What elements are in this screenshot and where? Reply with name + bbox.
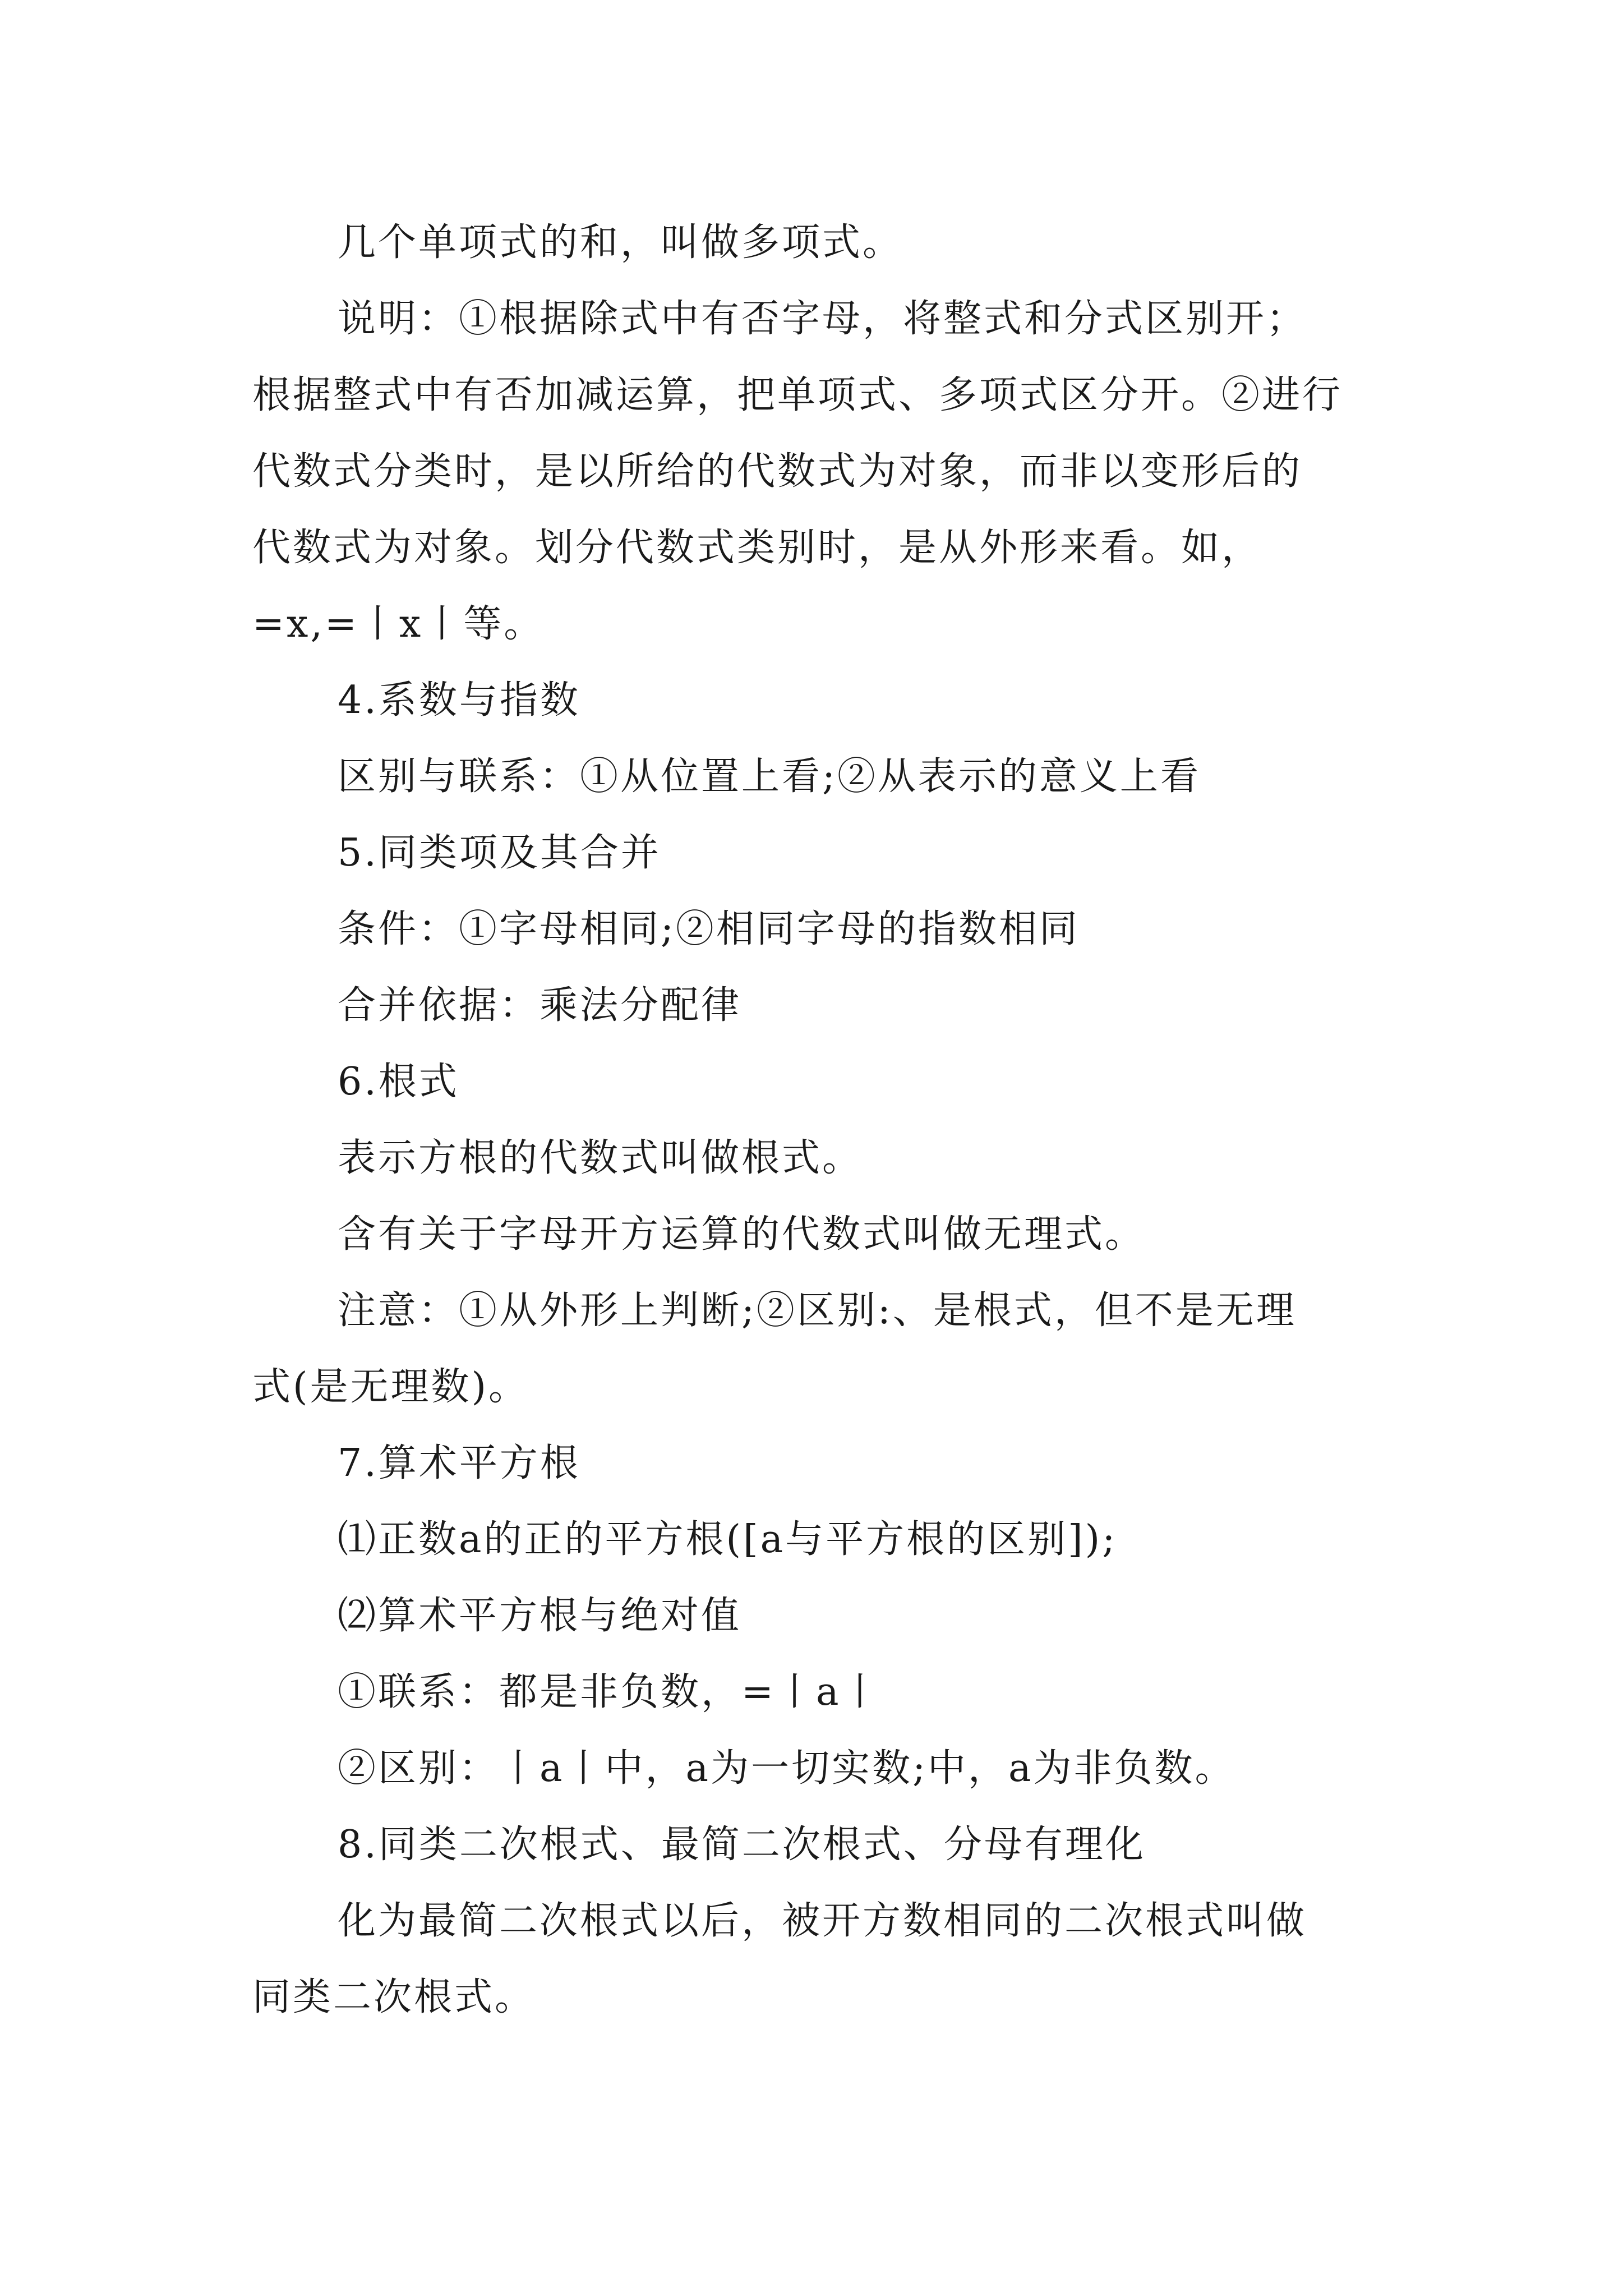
- paragraph-polynomial-definition: [252, 205, 1391, 281]
- text-line: 同类二次根式。: [252, 1975, 536, 2019]
- text-line: 表示方根的代数式叫做根式。: [338, 1136, 863, 1180]
- heading-text: 6.根式: [338, 1060, 459, 1104]
- paragraph-irrational-definition: [252, 1197, 1391, 1273]
- text-line: 说明：①根据除式中有否字母，将整式和分式区别开；: [338, 297, 1307, 341]
- text-line: 区别与联系：①从位置上看;②从表示的意义上看: [338, 754, 1201, 799]
- text-line: ⑴正数a的正的平方根([a与平方根的区别]);: [338, 1517, 1118, 1562]
- paragraph-item-1: [252, 1502, 1391, 1578]
- text-line: 注意：①从外形上判断;②区别:、是根式，但不是无理: [338, 1289, 1297, 1333]
- text-line: =x,=丨x丨等。: [252, 602, 545, 646]
- heading-text: 4.系数与指数: [338, 678, 580, 723]
- section-heading-7: [252, 1425, 1391, 1502]
- text-line: 式(是无理数)。: [252, 1365, 529, 1409]
- text-line: 条件：①字母相同;②相同字母的指数相同: [338, 907, 1080, 951]
- text-line: 根据整式中有否加减运算，把单项式、多项式区分开。②进行: [252, 373, 1343, 417]
- paragraph-merge-basis: [252, 968, 1391, 1044]
- paragraph-difference-connection: [252, 739, 1391, 815]
- text-line: 代数式分类时，是以所给的代数式为对象，而非以变形后的: [252, 449, 1303, 494]
- heading-text: 8.同类二次根式、最简二次根式、分母有理化: [338, 1823, 1146, 1867]
- paragraph-radical-definition: [252, 1120, 1391, 1197]
- text-line: ⑵算术平方根与绝对值: [338, 1594, 742, 1638]
- heading-text: 7.算术平方根: [338, 1441, 580, 1485]
- text-line: ①联系：都是非负数，=丨a丨: [338, 1670, 882, 1714]
- paragraph-connection: [252, 1654, 1391, 1731]
- paragraph-item-2: [252, 1578, 1391, 1654]
- text-line: 化为最简二次根式以后，被开方数相同的二次根式叫做: [338, 1899, 1307, 1943]
- section-heading-5: [252, 815, 1391, 891]
- section-heading-6: [252, 1044, 1391, 1120]
- paragraph-conditions: [252, 891, 1391, 968]
- text-line: 代数式为对象。划分代数式类别时，是从外形来看。如，: [252, 526, 1262, 570]
- paragraph-similar-radicals: [252, 1883, 1391, 2036]
- heading-text: 5.同类项及其合并: [338, 831, 661, 875]
- section-heading-4: [252, 662, 1391, 739]
- paragraph-distinction: [252, 1731, 1391, 1807]
- text-line: 合并依据：乘法分配律: [338, 983, 742, 1028]
- document-body: [252, 205, 1391, 2036]
- section-heading-8: [252, 1807, 1391, 1883]
- text-line: ②区别：丨a丨中，a为一切实数;中，a为非负数。: [338, 1746, 1235, 1791]
- text-line: 含有关于字母开方运算的代数式叫做无理式。: [338, 1212, 1146, 1257]
- paragraph-explanation: [252, 281, 1391, 662]
- text-line: 几个单项式的和，叫做多项式。: [338, 220, 903, 265]
- paragraph-note: [252, 1273, 1391, 1425]
